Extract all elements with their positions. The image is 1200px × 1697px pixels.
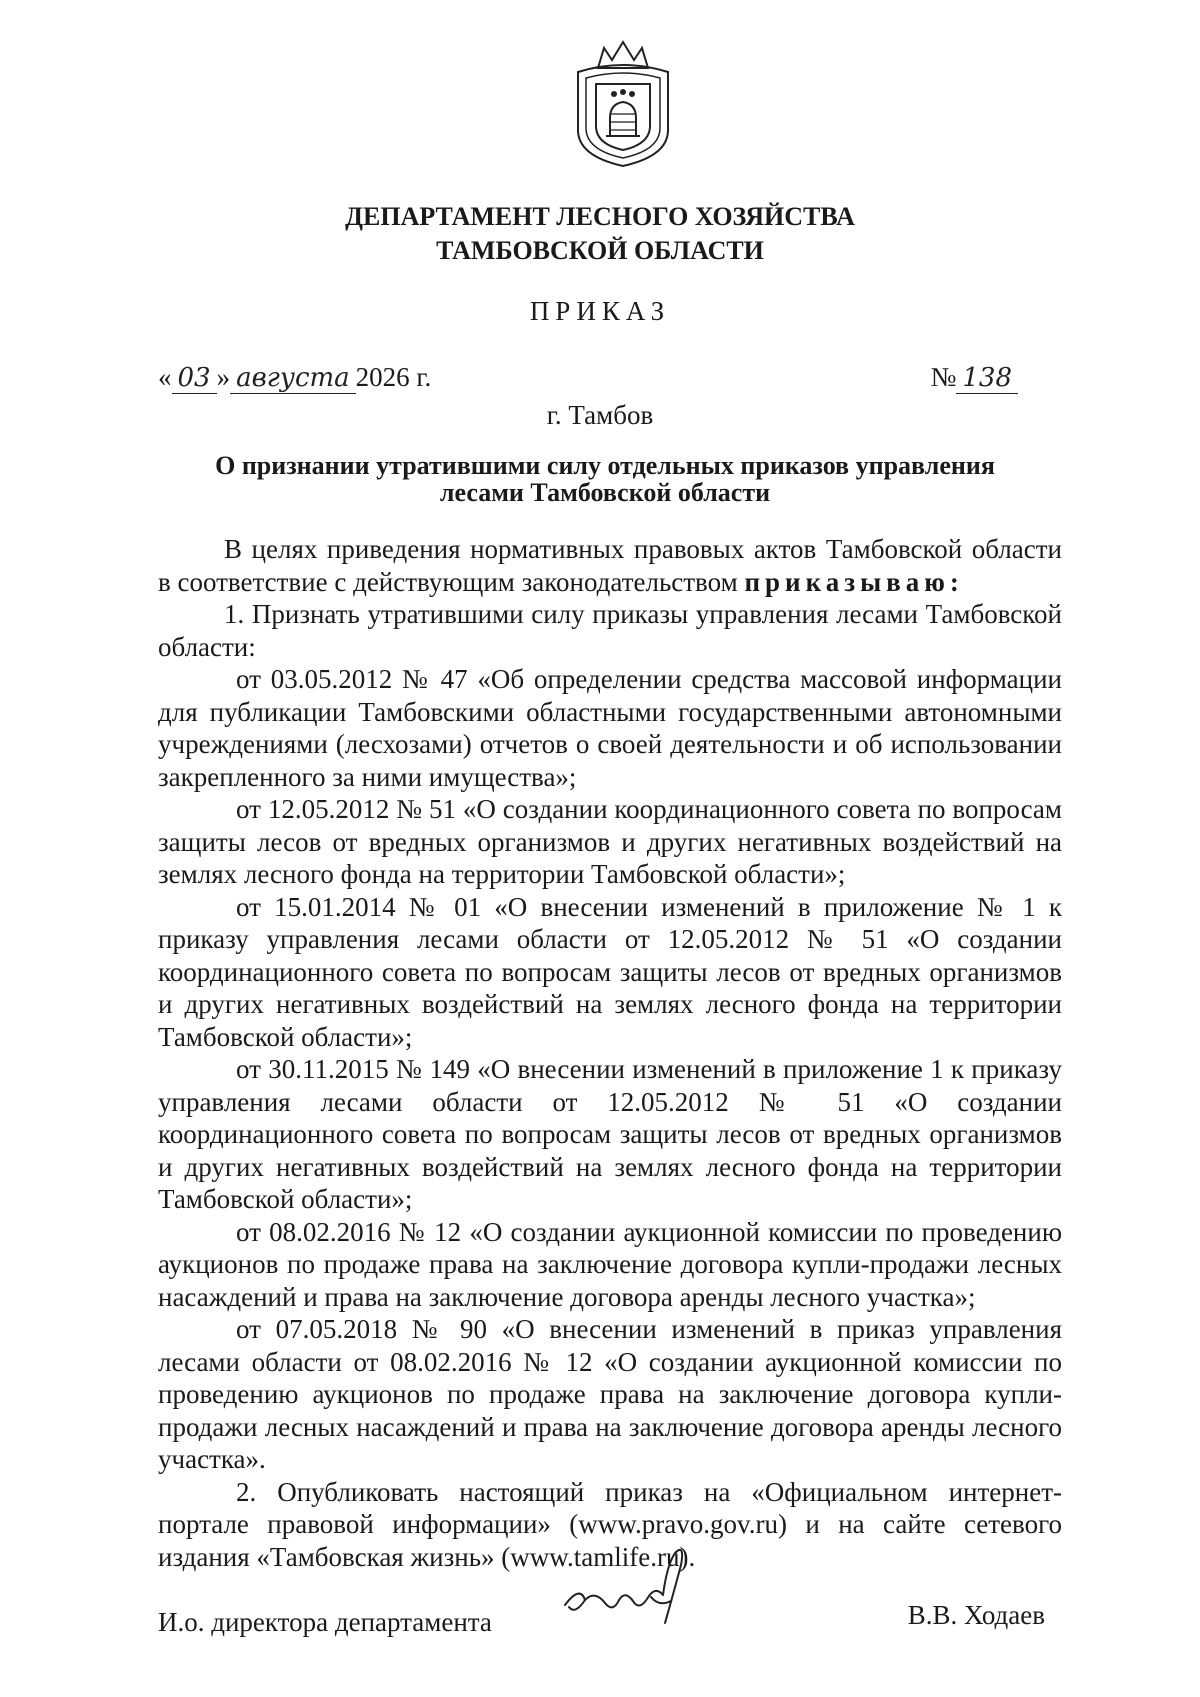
intro-paragraph <box>158 533 1062 598</box>
subject-line2: лесами Тамбовской области <box>439 478 771 507</box>
order-item: от 03.05.2012 № 47 «Об определении средства массовой информации для публикации Тамбовскими областными государственными автономными учреждениями (лесхозами) отчетов о своей деятельности и об использовании закрепленного за ними имущества»; <box>158 664 1062 792</box>
order-subject <box>150 452 1060 506</box>
signer-name: В.В. Ходаев <box>907 1600 1045 1630</box>
intro-text: В целях приведения нормативных правовых актов Тамбовской области в соответствие с действующим законодательством <box>158 534 1062 597</box>
order-date <box>158 362 431 393</box>
item-1: 1. Признать утратившими силу приказы управления лесами Тамбовской области: <box>158 599 1062 662</box>
order-item: от 30.11.2015 № 149 «О внесении изменений в приложение 1 к приказу управления лесами области от 12.05.2012 № 51 «О создании координационного совета по вопросам защиты лесов от вредных организмов и других негативных воздействий на землях лесного фонда на территории Тамбовской области»; <box>158 1054 1062 1214</box>
number-prefix: № <box>930 362 957 392</box>
number-value: 138 <box>956 363 1018 394</box>
intro-keyword: приказываю: <box>744 566 964 597</box>
order-item: от 15.01.2014 № 01 «О внесении изменений в приложение № 1 к приказу управления лесами области от 12.05.2012 № 51 «О создании координационного совета по вопросам защиты лесов от вредных организмов и других негативных воздействий на землях лесного фонда на территории Тамбовской области»; <box>158 891 1062 1052</box>
department-name-line1: ДЕПАРТАМЕНТ ЛЕСНОГО ХОЗЯЙСТВА <box>345 202 855 231</box>
order-item: от 08.02.2016 № 12 «О создании аукционной комиссии по проведению аукционов по продаже права на заключение договора купли-продажи лесных насаждений и права на заключение договора аренды лесного участка»; <box>158 1216 1062 1312</box>
date-open-quote: « <box>158 362 172 392</box>
date-month: августа <box>230 363 356 394</box>
date-close-quote: » <box>216 362 231 392</box>
order-item: от 12.05.2012 № 51 «О создании координационного совета по вопросам защиты лесов от вредных организмов и других негативных воздействий на землях лесного фонда на территории Тамбовской области»; <box>158 794 1062 889</box>
order-body <box>158 533 1062 1573</box>
document-type: ПРИКАЗ <box>529 296 671 326</box>
order-number <box>931 362 1018 393</box>
item-2: 2. Опубликовать настоящий приказ на «Официальном интернет-портале правовой информации» (www.pravo.gov.ru) и на сайте сетевого издания «Тамбовская жизнь» (www.tamlife.ru). <box>158 1476 1062 1572</box>
date-day: 03 <box>172 363 217 394</box>
signer-title: И.о. директора департамента <box>158 1607 492 1637</box>
handwritten-signature <box>555 1545 705 1645</box>
date-year: 2026 г. <box>355 362 432 392</box>
order-item: от 07.05.2018 № 90 «О внесении изменений в приказ управления лесами области от 08.02.2016 № 12 «О создании аукционной комиссии по проведению аукционов по продаже права на заключение договора купли-продажи лесных насаждений и права на заключение договора аренды лесного участка». <box>158 1314 1062 1474</box>
coat-of-arms-icon <box>570 38 676 168</box>
city: г. Тамбов <box>546 400 654 430</box>
subject-line1: О признании утратившими силу отдельных приказов управления <box>215 451 995 480</box>
department-name-line2: ТАМБОВСКОЙ ОБЛАСТИ <box>436 236 764 265</box>
